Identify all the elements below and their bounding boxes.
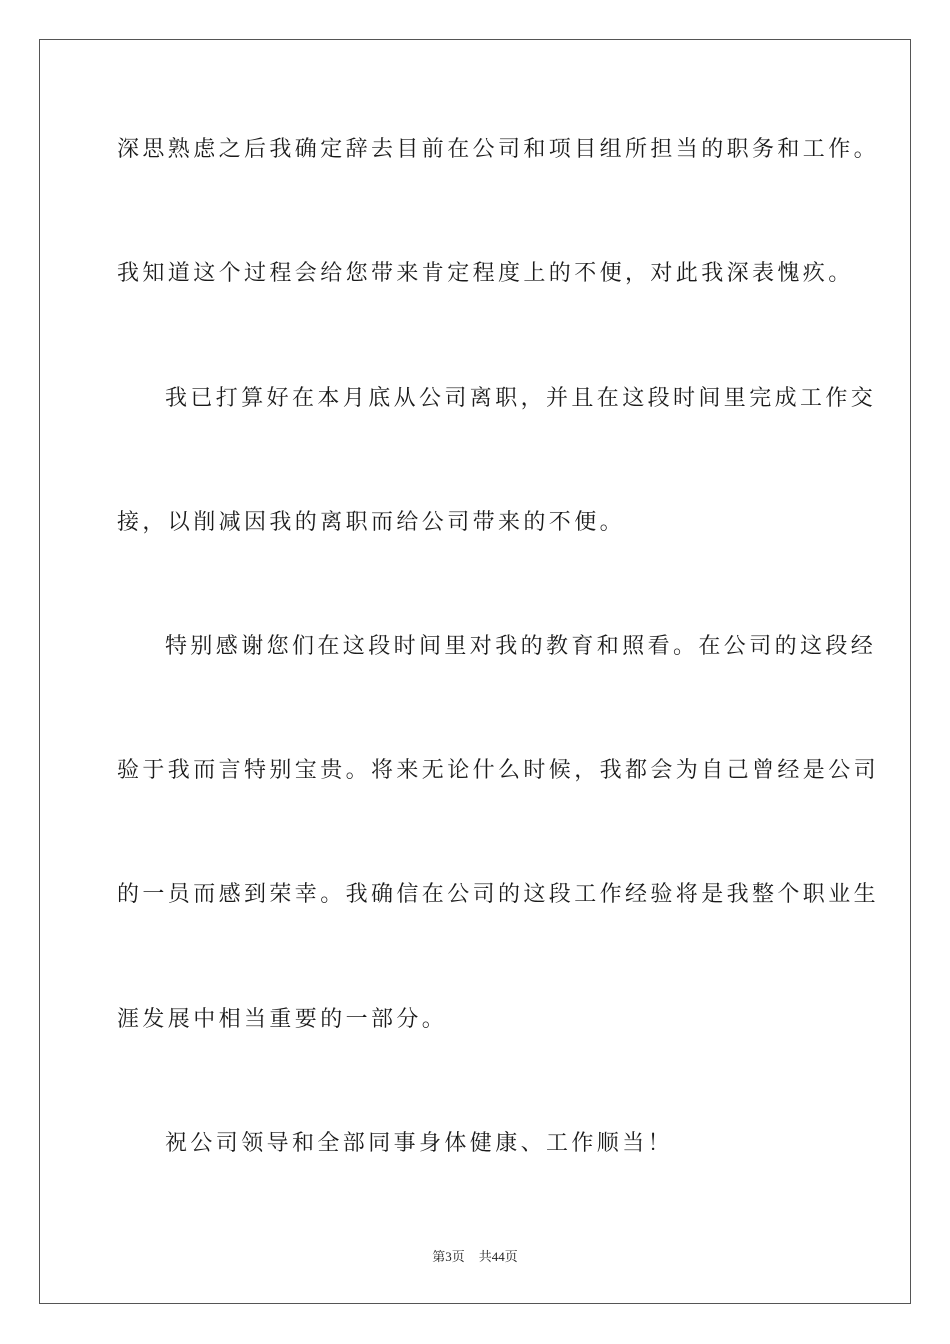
paragraph-start-line: 我已打算好在本月底从公司离职，并且在这段时间里完成工作交 bbox=[165, 386, 877, 411]
text-line: 我知道这个过程会给您带来肯定程度上的不便，对此我深表愧疚。 bbox=[117, 261, 854, 286]
text-line: 深思熟虑之后我确定辞去目前在公司和项目组所担当的职务和工作。 bbox=[117, 137, 880, 162]
text-line: 验于我而言特别宝贵。将来无论什么时候，我都会为自己曾经是公司 bbox=[117, 758, 880, 783]
text-line: 接，以削减因我的离职而给公司带来的不便。 bbox=[117, 510, 626, 535]
closing-wish-line: 祝公司领导和全部同事身体健康、工作顺当！ bbox=[165, 1131, 674, 1156]
page-footer bbox=[0, 1248, 950, 1266]
paragraph-start-line: 特别感谢您们在这段时间里对我的教育和照看。在公司的这段经 bbox=[165, 634, 877, 659]
total-page-count: 共44页 bbox=[478, 1249, 518, 1264]
current-page-number: 第3页 bbox=[432, 1249, 465, 1264]
text-line: 的一员而感到荣幸。我确信在公司的这段工作经验将是我整个职业生 bbox=[117, 882, 880, 907]
page-border bbox=[39, 39, 911, 1304]
text-line: 涯发展中相当重要的一部分。 bbox=[117, 1007, 448, 1032]
